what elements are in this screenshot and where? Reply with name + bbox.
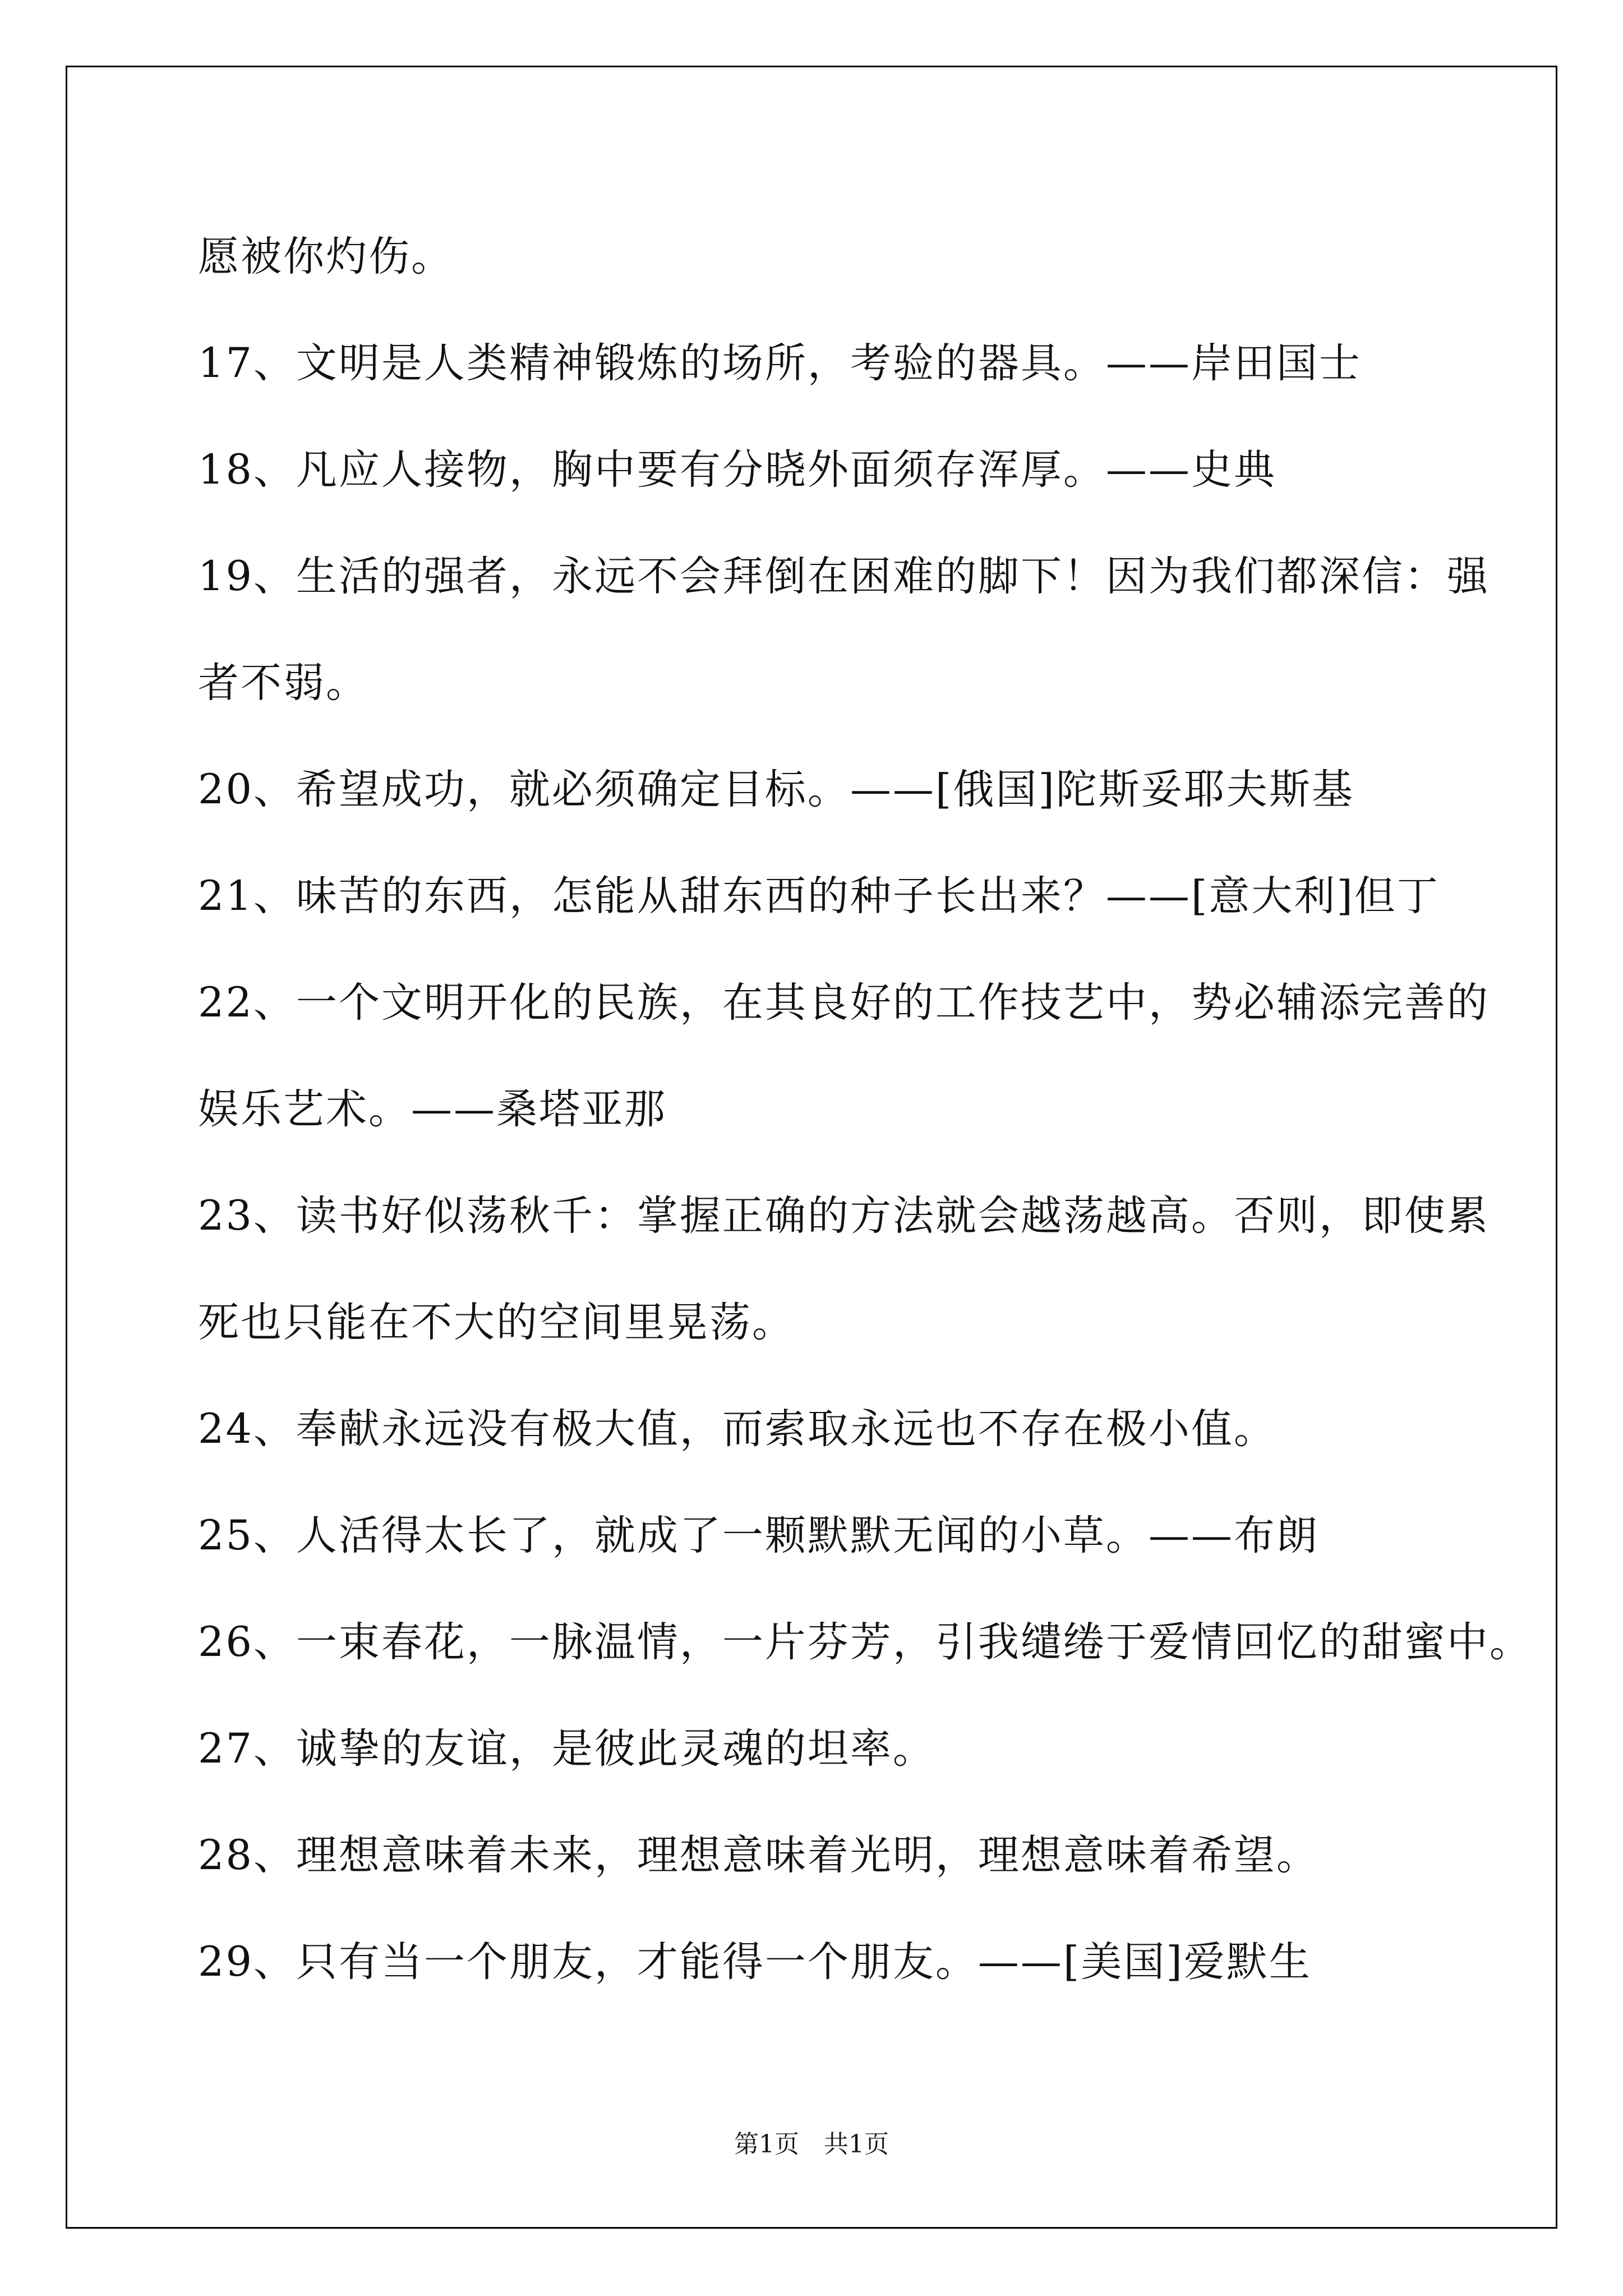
text-line: 死也只能在不大的空间里晃荡。 xyxy=(198,1299,795,1346)
text-line: 26、一束春花，一脉温情，一片芬芳，引我缱绻于爱情回忆的甜蜜中。 xyxy=(198,1618,1532,1666)
text-line: 20、希望成功，就必须确定目标。——[俄国]陀斯妥耶夫斯基 xyxy=(198,766,1354,813)
text-line: 18、凡应人接物，胸中要有分晓外面须存浑厚。——史典 xyxy=(198,446,1276,494)
text-line: 28、理想意味着未来，理想意味着光明，理想意味着希望。 xyxy=(198,1832,1319,1879)
text-line: 22、一个文明开化的民族，在其良好的工作技艺中，势必辅添完善的 xyxy=(198,979,1490,1027)
text-line: 24、奉献永远没有极大值，而索取永远也不存在极小值。 xyxy=(198,1405,1276,1453)
text-line: 愿被你灼伤。 xyxy=(198,233,454,280)
page-footer: 第1页 共1页 xyxy=(734,2130,889,2159)
text-line: 19、生活的强者，永远不会拜倒在困难的脚下！因为我们都深信：强 xyxy=(198,553,1490,600)
document-body xyxy=(198,215,1532,2027)
text-line: 者不弱。 xyxy=(198,659,368,707)
text-line: 21、味苦的东西，怎能从甜东西的种子长出来？——[意大利]但丁 xyxy=(198,872,1440,920)
text-line: 25、人活得太长了，就成了一颗默默无闻的小草。——布朗 xyxy=(198,1512,1319,1559)
text-line: 17、文明是人类精神锻炼的场所，考验的器具。——岸田国士 xyxy=(198,339,1362,387)
text-line: 娱乐艺术。——桑塔亚那 xyxy=(198,1085,667,1133)
text-line: 29、只有当一个朋友，才能得一个朋友。——[美国]爱默生 xyxy=(198,1938,1312,1986)
text-line: 23、读书好似荡秋千：掌握正确的方法就会越荡越高。否则，即使累 xyxy=(198,1192,1490,1240)
text-line: 27、诚挚的友谊，是彼此灵魂的坦率。 xyxy=(198,1725,935,1773)
